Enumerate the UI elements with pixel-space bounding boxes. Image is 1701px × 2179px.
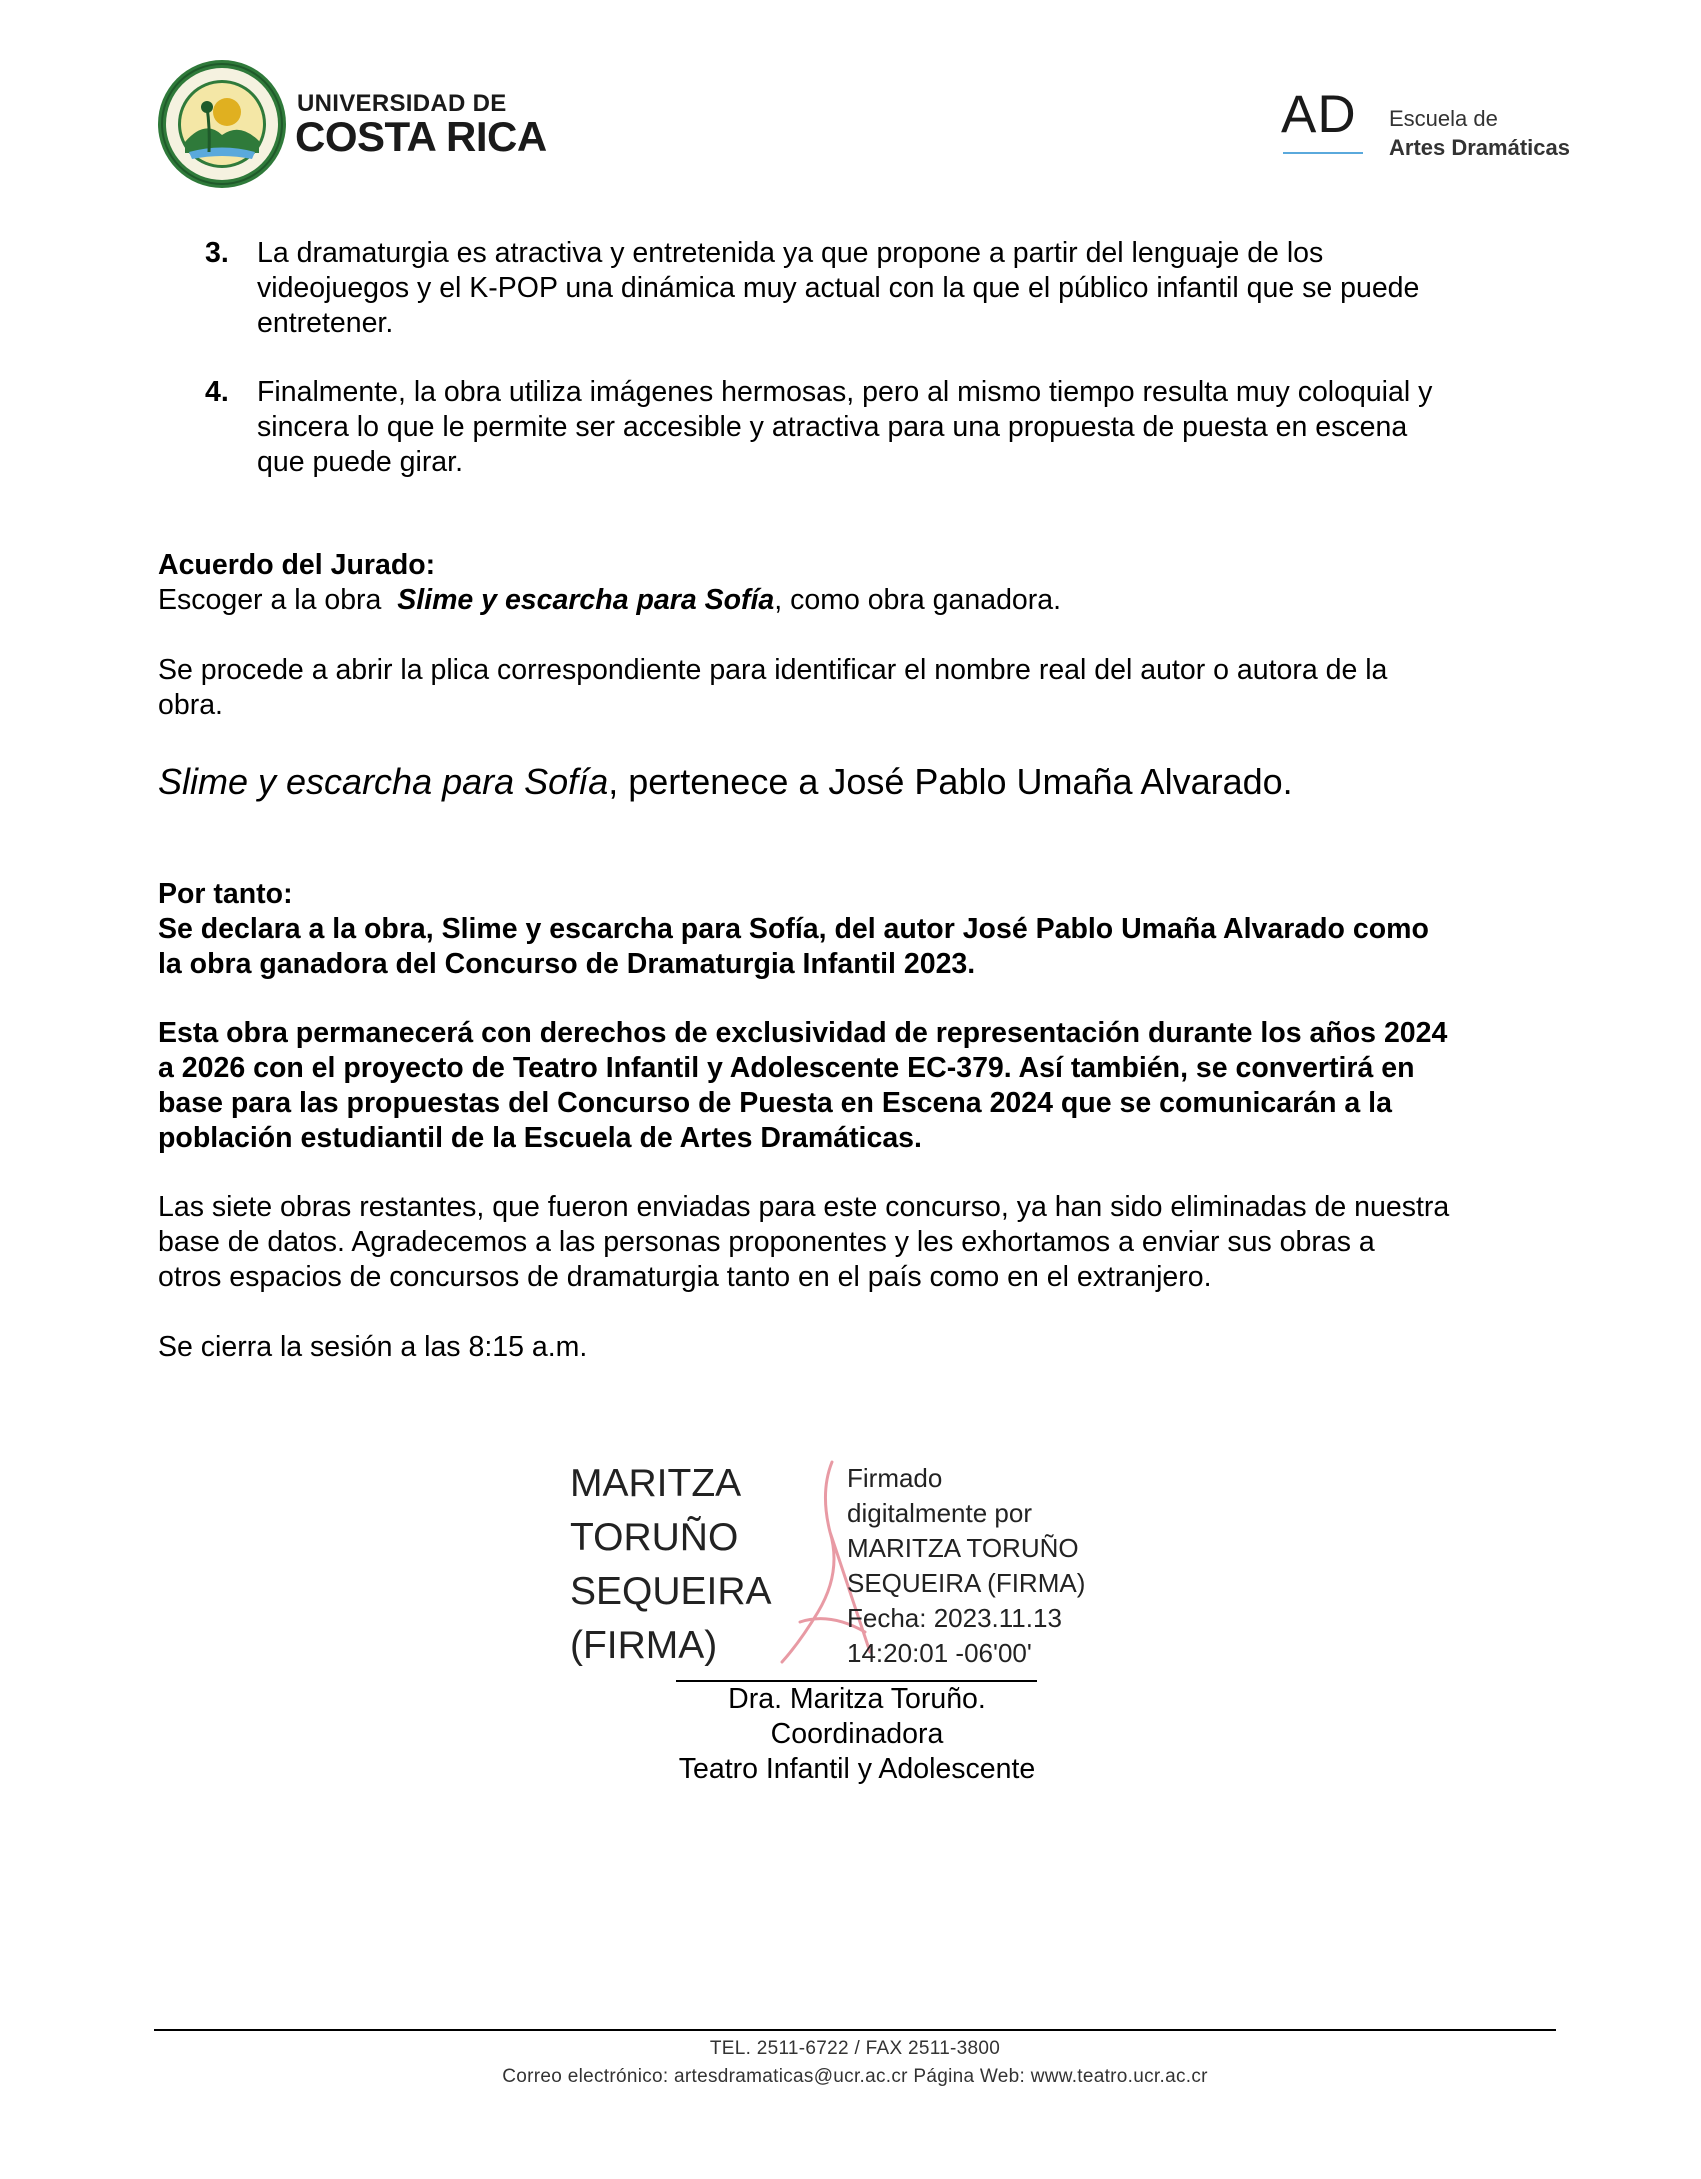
list-item (205, 375, 1575, 485)
list-item-text (257, 375, 1577, 480)
text-line: entretener. (257, 307, 394, 339)
text-line: SEQUEIRA (FIRMA) (847, 1568, 1086, 1598)
text-line: TORUÑO (570, 1516, 739, 1559)
text-line: 14:20:01 -06'00' (847, 1638, 1032, 1668)
text-line: (FIRMA) (570, 1624, 718, 1667)
acuerdo-section (158, 548, 1558, 618)
text-line: Se declara a la obra, Slime y escarcha para Sofía, del autor José Pablo Umaña Alvarado como (158, 913, 1429, 945)
text-line: Las siete obras restantes, que fueron enviadas para este concurso, ya han sido eliminadas de nuestra (158, 1191, 1450, 1223)
text-fragment: , pertenece a José Pablo Umaña Alvarado. (608, 761, 1293, 802)
acuerdo-text (158, 583, 1558, 618)
text-line: sincera lo que le permite ser accesible y atractiva para una propuesta de puesta en escena (257, 411, 1408, 443)
university-name-line2: COSTA RICA (295, 113, 547, 160)
text-line: La dramaturgia es atractiva y entretenida ya que propone a partir del lenguaje de los (257, 237, 1324, 269)
text-line: base de datos. Agradecemos a las personas proponentes y les exhortamos a enviar sus obras a (158, 1226, 1375, 1258)
por-tanto-section (158, 877, 1558, 982)
list-item-number: 3. (205, 237, 229, 269)
cierre-line: Se cierra la sesión a las 8:15 a.m. (158, 1331, 588, 1363)
text-line: Finalmente, la obra utiliza imágenes hermosas, pero al mismo tiempo resulta muy coloquial y (257, 376, 1433, 408)
list-item (205, 236, 1575, 346)
footer-phone: TEL. 2511-6722 / FAX 2511-3800 (709, 2038, 1001, 2059)
text-line: SEQUEIRA (570, 1570, 772, 1613)
school-name-line1: Escuela de (1389, 106, 1498, 131)
signer-role: Coordinadora (770, 1718, 944, 1750)
university-seal-logo (155, 57, 289, 191)
work-title: Slime y escarcha para Sofía (158, 761, 609, 802)
text-line: base para las propuestas del Concurso de Puesta en Escena 2024 que se comunicarán a la (158, 1087, 1392, 1119)
text-line: MARITZA (570, 1462, 742, 1505)
signer-program: Teatro Infantil y Adolescente (678, 1753, 1036, 1785)
exclusividad-paragraph (158, 1016, 1558, 1156)
section-heading: Por tanto: (158, 878, 293, 910)
text-line: MARITZA TORUÑO (847, 1533, 1079, 1563)
text-line: videojuegos y el K-POP una dinámica muy actual con la que el público infantil que se puede (257, 272, 1420, 304)
text-line: otros espacios de concursos de dramaturgia tanto en el país como en el extranjero. (158, 1261, 1212, 1293)
text-line: Se procede a abrir la plica correspondiente para identificar el nombre real del autor o autora de la (158, 654, 1388, 686)
footer-contact: Correo electrónico: artesdramaticas@ucr.ac.cr Página Web: www.teatro.ucr.ac.cr (502, 2066, 1208, 2087)
digital-signature-info (847, 1461, 1085, 1671)
winner-statement (158, 760, 1293, 804)
list-item-number: 4. (205, 376, 229, 408)
school-monogram: AD (1281, 85, 1357, 144)
text-fragment: , como obra ganadora. (774, 584, 1062, 616)
text-line: la obra ganadora del Concurso de Dramaturgia Infantil 2023. (158, 948, 976, 980)
text-line: Esta obra permanecerá con derechos de exclusividad de representación durante los años 2024 (158, 1017, 1448, 1049)
text-line: que puede girar. (257, 446, 463, 478)
text-line: obra. (158, 689, 223, 721)
work-title: Slime y escarcha para Sofía (397, 584, 775, 616)
text-line: digitalmente por (847, 1498, 1032, 1528)
list-item-text (257, 236, 1577, 341)
school-accent-rule (1283, 152, 1363, 154)
signer-name-block (570, 1457, 772, 1673)
text-line: a 2026 con el proyecto de Teatro Infantil y Adolescente EC-379. Así también, se convertirá en (158, 1052, 1415, 1084)
university-name-line1: UNIVERSIDAD DE (297, 90, 507, 117)
text-line: población estudiantil de la Escuela de Artes Dramáticas. (158, 1122, 922, 1154)
text-fragment: Escoger a la obra (158, 584, 398, 616)
restantes-paragraph (158, 1190, 1558, 1295)
text-line: Firmado (847, 1463, 943, 1493)
footer-divider (154, 2029, 1556, 2031)
section-heading: Acuerdo del Jurado: (158, 549, 436, 581)
plica-paragraph (158, 653, 1558, 723)
text-line: Fecha: 2023.11.13 (847, 1603, 1062, 1633)
signer-title: Dra. Maritza Toruño. (728, 1683, 986, 1715)
school-name-line2: Artes Dramáticas (1389, 135, 1570, 160)
